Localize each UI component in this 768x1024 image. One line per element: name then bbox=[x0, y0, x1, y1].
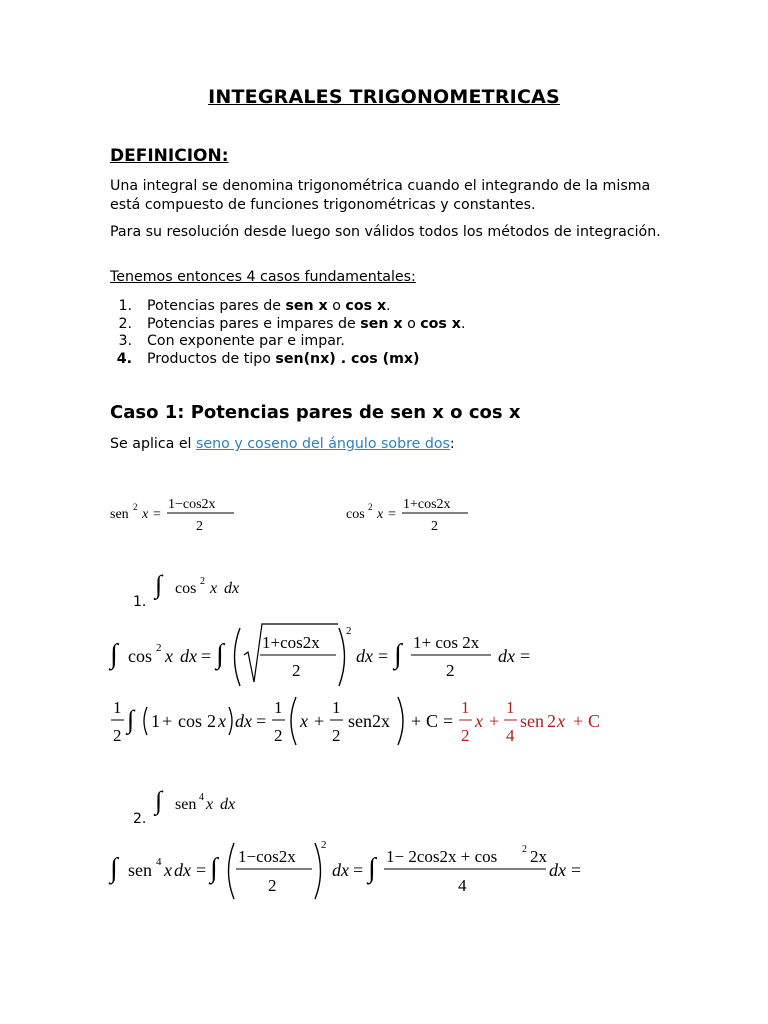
var-x: x bbox=[165, 646, 173, 666]
two: 2 bbox=[207, 711, 216, 731]
list-bold: cos x bbox=[420, 315, 461, 332]
document-title: INTEGRALES TRIGONOMETRICAS bbox=[208, 86, 560, 108]
differential: dx bbox=[174, 860, 191, 880]
var-x: x bbox=[475, 711, 483, 731]
half-angle-cos-formula bbox=[346, 497, 468, 534]
example-1-label bbox=[133, 570, 239, 610]
definicion-heading: DEFINICION: bbox=[110, 146, 229, 166]
example-2-label bbox=[133, 786, 235, 827]
list-text: . bbox=[386, 298, 391, 314]
exponent: 2 bbox=[321, 839, 327, 851]
example-1-step-2 bbox=[111, 697, 600, 745]
right-paren bbox=[315, 843, 321, 899]
plus: + bbox=[411, 711, 422, 731]
item-number: 2. bbox=[133, 811, 147, 827]
example-1-step-1 bbox=[108, 624, 530, 686]
definition-paragraph: Una integral se denomina trigonométrica cuando el integrando de la misma está compuesto de funciones trigonométricas y constantes. bbox=[110, 178, 651, 213]
sen-text: sen bbox=[110, 507, 129, 522]
equals: = bbox=[388, 507, 396, 522]
aplica-text: : bbox=[449, 436, 455, 452]
example-2-step-1 bbox=[108, 839, 581, 899]
var-x: x bbox=[206, 796, 214, 813]
exponent: 2 bbox=[346, 625, 352, 637]
integral-sign: ∫ bbox=[155, 786, 163, 815]
var-x: x bbox=[142, 507, 149, 522]
var-x: x bbox=[300, 711, 308, 731]
differential: dx bbox=[235, 711, 252, 731]
half-denominator: 2 bbox=[332, 726, 341, 745]
exponent: 2 bbox=[522, 844, 527, 855]
var-x: x bbox=[557, 711, 565, 731]
quarter-numerator: 1 bbox=[506, 698, 515, 717]
numerator: 1+ cos 2x bbox=[413, 633, 480, 652]
list-text: . bbox=[460, 315, 466, 332]
numerator: 1+cos2x bbox=[403, 497, 451, 512]
list-bold: cos x bbox=[345, 298, 387, 314]
list-text: Potencias pares de bbox=[147, 298, 286, 314]
constant: C bbox=[426, 711, 439, 731]
differential: dx bbox=[356, 646, 373, 666]
exponent: 2 bbox=[133, 502, 138, 512]
methods-paragraph: Para su resolución desde luego son válidos todos los métodos de integración. bbox=[110, 224, 661, 240]
two: 2 bbox=[547, 711, 556, 731]
exponent: 4 bbox=[199, 792, 204, 803]
sen-text: sen bbox=[520, 711, 544, 731]
sen2x: sen2x bbox=[348, 711, 390, 731]
numerator: 1−cos2x bbox=[168, 497, 216, 512]
half-angle-sen-formula bbox=[110, 497, 234, 534]
numerator-tail: 2x bbox=[530, 847, 547, 866]
left-paren bbox=[229, 843, 235, 899]
equals: = bbox=[378, 646, 389, 666]
numerator: 1−cos2x bbox=[238, 847, 296, 866]
quarter-denominator: 4 bbox=[506, 726, 515, 745]
right-paren bbox=[398, 697, 403, 745]
example-1-result bbox=[459, 698, 600, 745]
half-denominator: 2 bbox=[461, 726, 470, 745]
list-bold: sen(nx) . cos (mx) bbox=[275, 350, 420, 367]
numerator: 1+cos2x bbox=[262, 633, 320, 652]
var-x: x bbox=[164, 860, 172, 880]
half-numerator: 1 bbox=[274, 698, 283, 717]
differential: dx bbox=[332, 860, 349, 880]
exponent: 2 bbox=[200, 576, 205, 587]
denominator: 2 bbox=[446, 661, 455, 680]
half-denominator: 2 bbox=[274, 726, 283, 745]
left-paren bbox=[144, 707, 147, 735]
var-x: x bbox=[210, 580, 218, 597]
plus: + bbox=[489, 711, 500, 731]
left-paren bbox=[235, 628, 241, 686]
equals: = bbox=[571, 860, 582, 880]
var-x: x bbox=[377, 507, 384, 522]
list-number: 1. bbox=[118, 298, 132, 314]
integral-sign: ∫ bbox=[210, 853, 218, 884]
half-numerator: 1 bbox=[332, 698, 341, 717]
list-number: 4. bbox=[116, 350, 132, 367]
differential: dx bbox=[549, 860, 566, 880]
right-paren bbox=[339, 628, 345, 686]
right-paren bbox=[229, 707, 232, 735]
integral-sign: ∫ bbox=[110, 853, 118, 884]
list-text: o bbox=[402, 315, 421, 332]
equals: = bbox=[201, 646, 212, 666]
equals: = bbox=[196, 860, 207, 880]
aplica-text: Se aplica el bbox=[110, 436, 197, 452]
cos-text: cos bbox=[346, 507, 365, 522]
integral-sign: ∫ bbox=[155, 570, 163, 599]
integral-sign: ∫ bbox=[394, 639, 402, 670]
list-number: 2. bbox=[118, 315, 132, 332]
var-x: x bbox=[218, 711, 226, 731]
list-text: o bbox=[327, 298, 346, 314]
list-bold: sen x bbox=[285, 298, 328, 314]
constant: C bbox=[588, 711, 601, 731]
half-numerator: 1 bbox=[113, 698, 122, 717]
equals: = bbox=[443, 711, 454, 731]
differential: dx bbox=[224, 580, 240, 597]
integral-sign: ∫ bbox=[110, 639, 118, 670]
denominator: 4 bbox=[458, 876, 467, 895]
list-bold: sen x bbox=[360, 315, 403, 332]
denominator: 2 bbox=[196, 519, 203, 534]
list-text: Productos de tipo bbox=[147, 350, 276, 367]
numerator: 1− 2cos2x + cos bbox=[386, 847, 498, 866]
denominator: 2 bbox=[292, 661, 301, 680]
list-number: 3. bbox=[118, 333, 132, 349]
caso1-heading: Caso 1: Potencias pares de sen x o cos x bbox=[110, 402, 521, 423]
plus: + bbox=[162, 711, 173, 731]
item-number: 1. bbox=[133, 594, 147, 610]
denominator: 2 bbox=[431, 519, 438, 534]
list-text: Potencias pares e impares de bbox=[147, 315, 361, 332]
integral-sign: ∫ bbox=[127, 705, 135, 734]
one: 1 bbox=[151, 711, 160, 731]
sen-text: sen bbox=[175, 796, 197, 813]
integral-sign: ∫ bbox=[216, 639, 224, 670]
left-paren bbox=[291, 697, 296, 745]
half-denominator: 2 bbox=[113, 726, 122, 745]
integral-sign: ∫ bbox=[368, 853, 376, 884]
cos-text: cos bbox=[178, 711, 202, 731]
differential: dx bbox=[220, 796, 236, 813]
differential: dx bbox=[180, 646, 197, 666]
cos-text: cos bbox=[175, 580, 197, 597]
plus: + bbox=[314, 711, 325, 731]
equals: = bbox=[256, 711, 267, 731]
denominator: 2 bbox=[268, 876, 277, 895]
sen-text: sen bbox=[128, 860, 152, 880]
exponent: 2 bbox=[156, 642, 162, 654]
exponent: 2 bbox=[368, 502, 373, 512]
half-numerator: 1 bbox=[461, 698, 470, 717]
cases-heading: Tenemos entonces 4 casos fundamentales: bbox=[110, 269, 416, 285]
exponent: 4 bbox=[156, 856, 162, 868]
equals: = bbox=[153, 507, 161, 522]
plus: + bbox=[573, 711, 584, 731]
equals: = bbox=[520, 646, 531, 666]
cos-text: cos bbox=[128, 646, 152, 666]
formula-link[interactable]: seno y coseno del ángulo sobre dos bbox=[196, 436, 450, 452]
equals: = bbox=[353, 860, 364, 880]
list-text: Con exponente par e impar. bbox=[147, 333, 345, 349]
differential: dx bbox=[498, 646, 515, 666]
